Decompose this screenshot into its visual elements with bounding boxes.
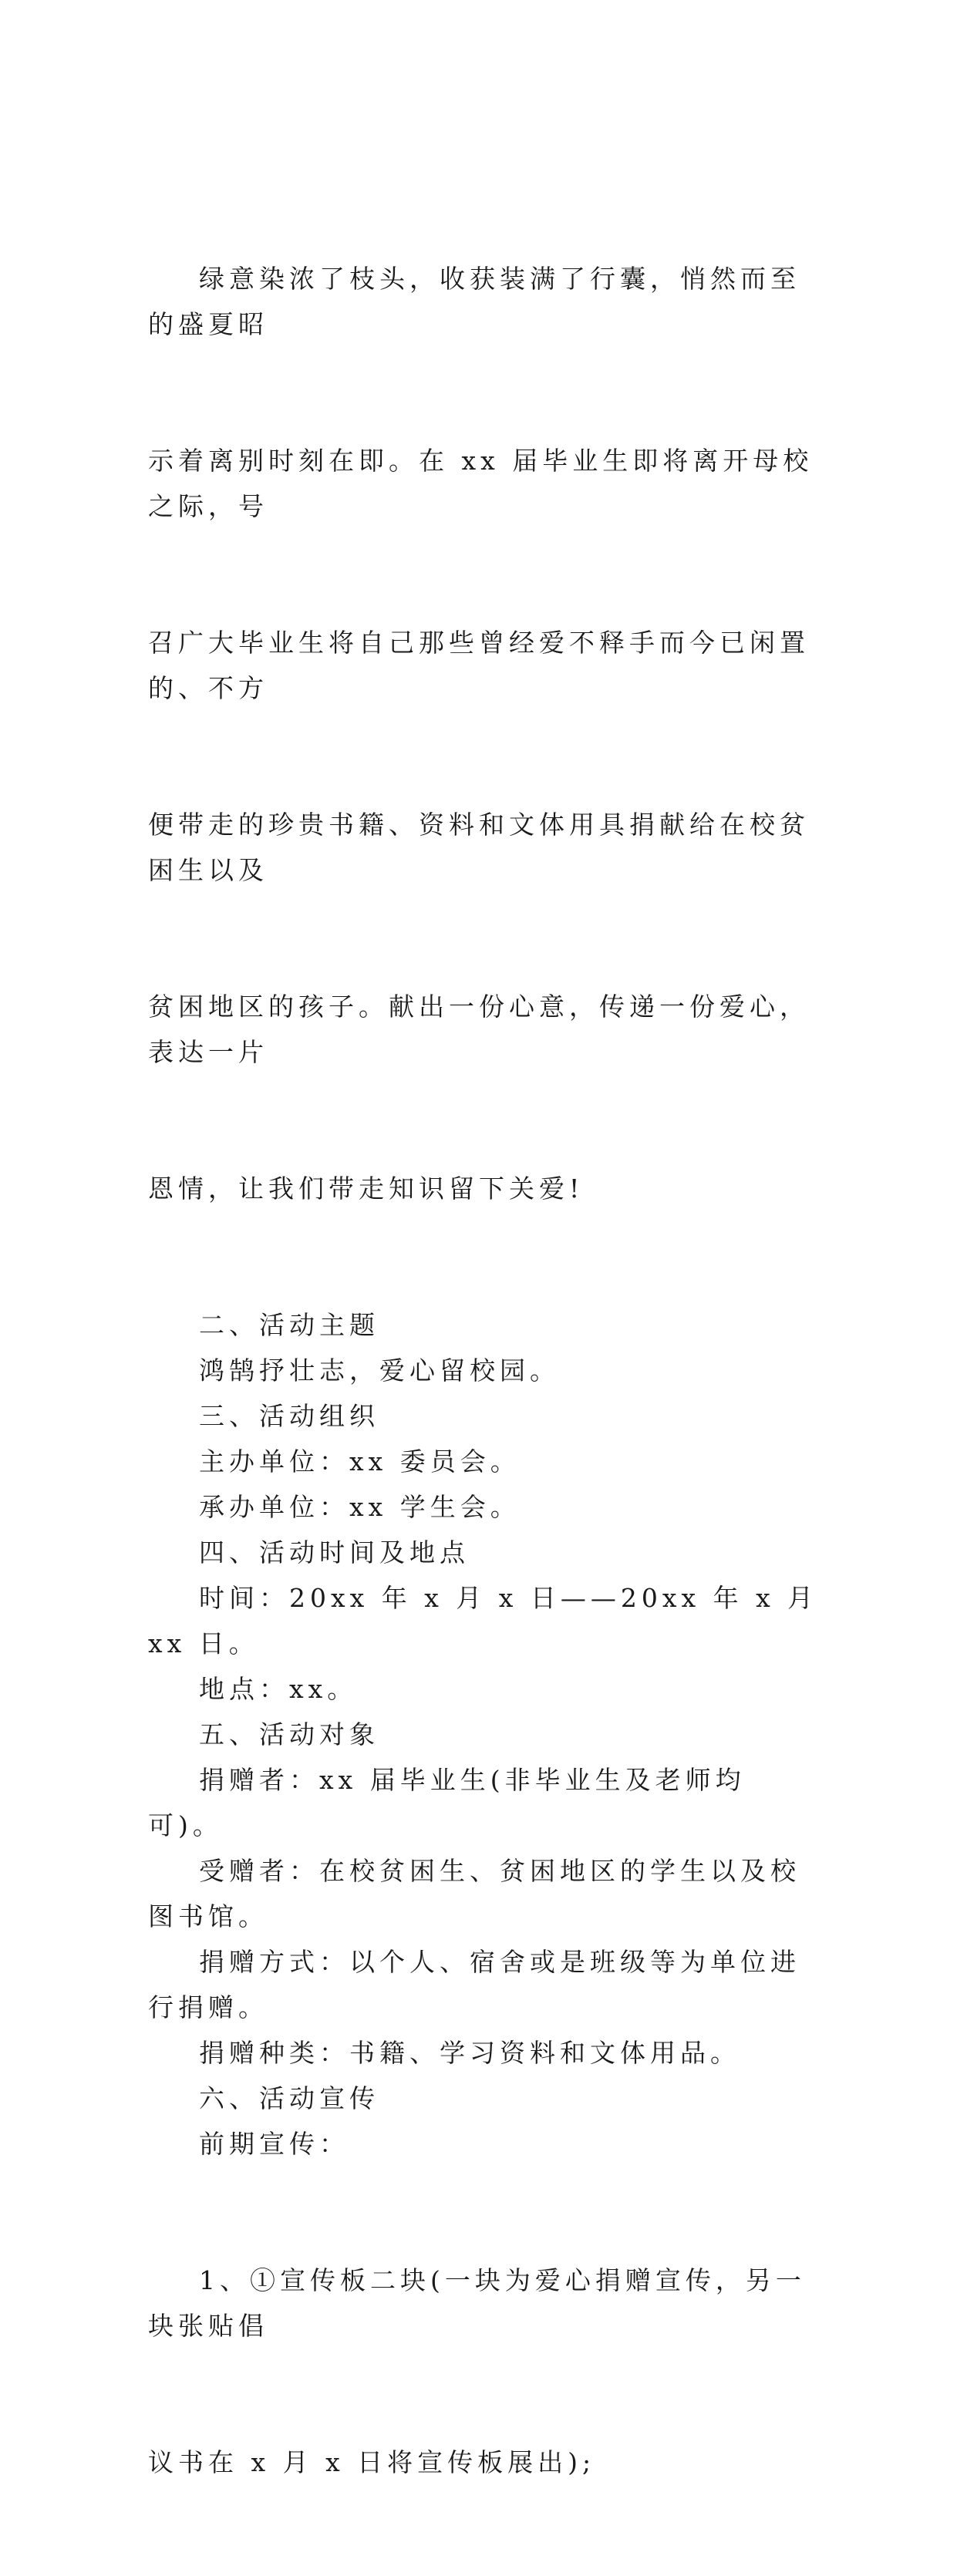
document-page (148, 165, 831, 2576)
publicity-item-1 (148, 2167, 819, 2576)
section-heading-participants: 五、活动对象 (199, 1719, 379, 1749)
section-heading-organization: 三、活动组织 (199, 1401, 379, 1431)
intro-line: 贫困地区的孩子。献出一份心意，传递一份爱心，表达一片 (148, 992, 810, 1067)
intro-line: 召广大毕业生将自己那些曾经爱不释手而今已闲置的、不方 (148, 628, 810, 703)
theme-text: 鸿鹄抒壮志，爱心留校园。 (199, 1355, 560, 1386)
intro-paragraph (148, 165, 819, 1302)
donors-text: 捐赠者：xx 届毕业生(非毕业生及老师均可)。 (148, 1765, 746, 1840)
place-text: 地点：xx。 (199, 1674, 358, 1704)
intro-line: 绿意染浓了枝头，收获装满了行囊，悄然而至的盛夏昭 (148, 264, 800, 339)
organizer-text: 主办单位：xx 委员会。 (199, 1446, 521, 1477)
donation-types-text: 捐赠种类：书籍、学习资料和文体用品。 (199, 2038, 740, 2068)
donation-method-text: 捐赠方式：以个人、宿舍或是班级等为单位进行捐赠。 (148, 1947, 800, 2022)
publicity-item-line: 1、①宣传板二块(一块为爱心捐赠宣传，另一块张贴倡 (148, 2265, 806, 2341)
intro-line: 恩情，让我们带走知识留下关爱! (148, 1174, 585, 1204)
intro-line: 示着离别时刻在即。在 xx 届毕业生即将离开母校之际，号 (148, 446, 814, 521)
section-heading-theme: 二、活动主题 (199, 1310, 379, 1340)
section-heading-publicity: 六、活动宣传 (199, 2083, 379, 2113)
section-heading-time-place: 四、活动时间及地点 (199, 1537, 470, 1567)
publicity-item-line: 议书在 x 月 x 日将宣传板展出); (148, 2447, 596, 2477)
early-publicity-text: 前期宣传： (199, 2129, 349, 2159)
intro-line: 便带走的珍贵书籍、资料和文体用具捐献给在校贫困生以及 (148, 810, 810, 885)
time-text: 时间：20xx 年 x 月 x 日——20xx 年 x 月 xx 日。 (148, 1583, 831, 1658)
recipients-text: 受赠者：在校贫困生、贫困地区的学生以及校图书馆。 (148, 1856, 800, 1931)
co-organizer-text: 承办单位：xx 学生会。 (199, 1492, 521, 1522)
